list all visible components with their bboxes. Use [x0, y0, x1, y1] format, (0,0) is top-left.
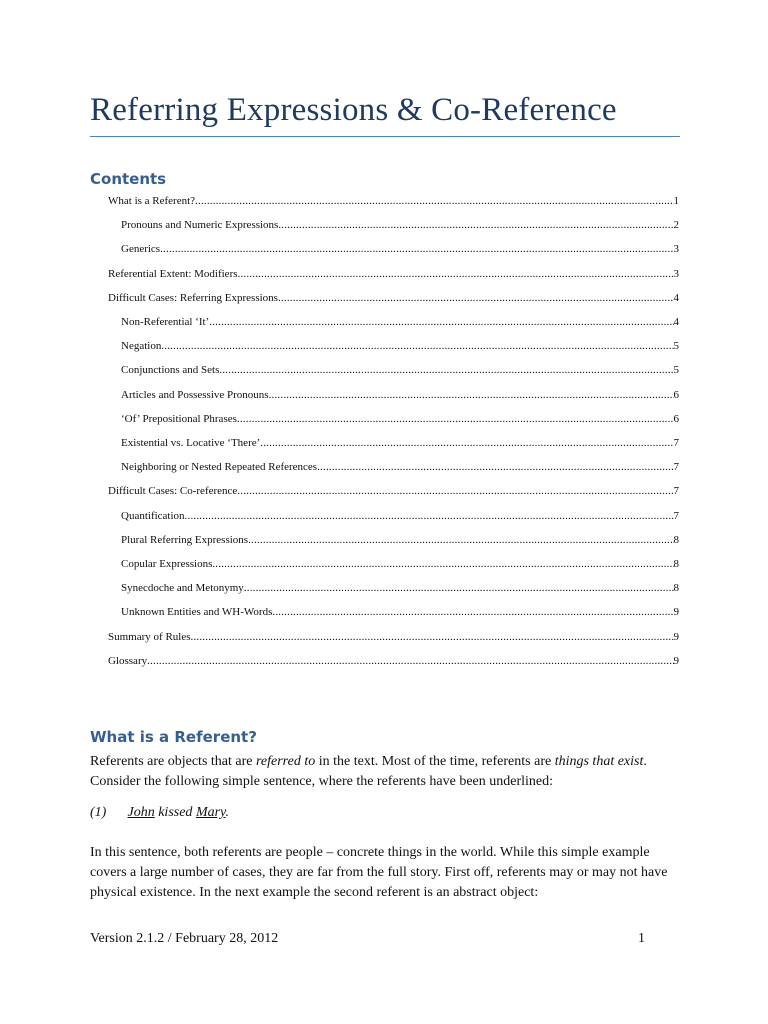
toc-leader-dots [195, 193, 673, 209]
toc-entry-page: 1 [673, 195, 679, 207]
toc-entry[interactable] [121, 241, 679, 257]
toc-entry-page: 4 [673, 291, 679, 304]
para-text: in the text. Most of the time, referents are [315, 754, 555, 769]
toc-entry-page: 9 [673, 630, 679, 643]
toc-entry-page: 2 [673, 219, 679, 232]
para-text: Referents are objects that are [90, 754, 256, 769]
referent-john: John [127, 805, 155, 820]
toc-entry[interactable] [108, 483, 679, 499]
toc-leader-dots [160, 241, 673, 257]
toc-leader-dots [209, 314, 673, 330]
paragraph-body: In this sentence, both referents are people – concrete things in the world. While this simple example covers a large number of cases, they are far from the full story. First off, referents may or may not have physical existence. In the next example the second referent is an abstract object: [90, 845, 668, 900]
toc-leader-dots [191, 629, 674, 645]
toc-entry-title: What is a Referent? [108, 195, 196, 207]
toc-leader-dots [238, 266, 674, 282]
toc-entry-page: 3 [673, 267, 679, 280]
example-end: . [225, 805, 229, 820]
toc-entry-page: 9 [673, 606, 679, 619]
toc-entry[interactable] [121, 435, 679, 451]
toc-entry[interactable] [121, 314, 679, 330]
contents-heading: Contents [90, 170, 167, 188]
toc-entry-title: Difficult Cases: Co-reference [108, 485, 238, 498]
toc-leader-dots [272, 604, 673, 620]
toc-entry-title: Pronouns and Numeric Expressions [121, 219, 279, 232]
toc-entry-title: Summary of Rules [108, 630, 191, 643]
toc-entry[interactable] [121, 338, 679, 354]
footer-version: Version 2.1.2 / February 28, 2012 [90, 931, 279, 946]
toc-leader-dots [212, 556, 673, 572]
toc-leader-dots [147, 653, 673, 669]
toc-entry[interactable] [121, 362, 679, 378]
toc-entry-title: Existential vs. Locative ‘There’ [121, 437, 261, 449]
toc-entry-title: Articles and Possessive Pronouns [121, 388, 269, 401]
para-text: Consider the following simple sentence, where the referents have been underlined: [90, 774, 554, 789]
para-emphasis: things that exist [554, 754, 644, 769]
toc-entry-page: 7 [673, 437, 679, 449]
toc-entry-title: Unknown Entities and WH-Words [121, 606, 273, 619]
toc-leader-dots [317, 459, 673, 475]
toc-entry-page: 5 [673, 364, 679, 377]
section-heading: What is a Referent? [90, 728, 257, 746]
toc-entry[interactable] [121, 217, 679, 233]
toc-entry-page: 8 [673, 582, 679, 595]
toc-entry-page: 6 [673, 412, 679, 425]
toc-entry[interactable] [121, 387, 679, 403]
toc-entry-title: Difficult Cases: Referring Expressions [108, 291, 278, 304]
toc-entry[interactable] [108, 629, 679, 645]
toc-entry-title: Conjunctions and Sets [121, 364, 220, 377]
title-rule [90, 136, 680, 137]
paragraph-intro [90, 752, 680, 792]
toc-entry-title: Referential Extent: Modifiers [108, 267, 238, 280]
toc-entry[interactable] [121, 411, 679, 427]
toc-entry-page: 8 [673, 558, 679, 570]
toc-entry[interactable] [108, 193, 679, 209]
example-number: (1) [90, 805, 107, 820]
referent-mary: Mary [195, 805, 226, 820]
toc-entry-page: 9 [673, 654, 679, 667]
toc-leader-dots [244, 580, 674, 596]
toc-entry-page: 6 [673, 388, 679, 401]
toc-leader-dots [260, 435, 673, 451]
toc-entry-title: Neighboring or Nested Repeated References [121, 461, 318, 474]
toc-entry[interactable] [121, 508, 679, 524]
para-emphasis: referred to [255, 754, 316, 769]
toc-entry-page: 8 [673, 533, 679, 546]
para-text: . [643, 754, 647, 769]
toc-entry-title: Negation [121, 340, 162, 353]
toc-entry[interactable] [108, 266, 679, 282]
toc-entry[interactable] [121, 532, 679, 548]
toc-leader-dots [278, 290, 674, 306]
toc-leader-dots [248, 532, 673, 548]
toc-entry-title: Copular Expressions [121, 558, 213, 570]
toc-leader-dots [161, 338, 673, 354]
toc-entry-title: Non-Referential ‘It’ [121, 316, 210, 328]
toc-entry-title: Quantification [121, 509, 185, 522]
example-verb: kissed [154, 805, 196, 820]
toc-entry-page: 7 [673, 509, 679, 522]
toc-leader-dots [185, 508, 674, 524]
toc-entry-page: 7 [673, 485, 679, 498]
document-title: Referring Expressions & Co-Reference [90, 92, 617, 128]
toc-entry[interactable] [121, 580, 679, 596]
toc-entry-title: Plural Referring Expressions [121, 533, 249, 546]
toc-entry-title: Synecdoche and Metonymy [121, 582, 244, 595]
example-sentence [90, 805, 229, 821]
toc-entry-title: Generics [121, 243, 161, 256]
toc-entry[interactable] [108, 290, 679, 306]
toc-leader-dots [237, 483, 673, 499]
toc-entry-page: 7 [673, 461, 679, 474]
toc-entry[interactable] [121, 556, 679, 572]
footer-page-number: 1 [638, 931, 645, 946]
toc-entry[interactable] [121, 459, 679, 475]
toc-entry[interactable] [121, 604, 679, 620]
toc-entry[interactable] [108, 653, 679, 669]
toc-entry-page: 5 [673, 340, 679, 353]
toc-leader-dots [237, 411, 674, 427]
toc-leader-dots [269, 387, 674, 403]
toc-entry-page: 3 [673, 243, 679, 256]
toc-entry-title: Glossary [108, 654, 148, 667]
toc-entry-page: 4 [673, 316, 679, 328]
toc-leader-dots [219, 362, 673, 378]
toc-leader-dots [278, 217, 673, 233]
toc-entry-title: ‘Of’ Prepositional Phrases [121, 412, 237, 425]
